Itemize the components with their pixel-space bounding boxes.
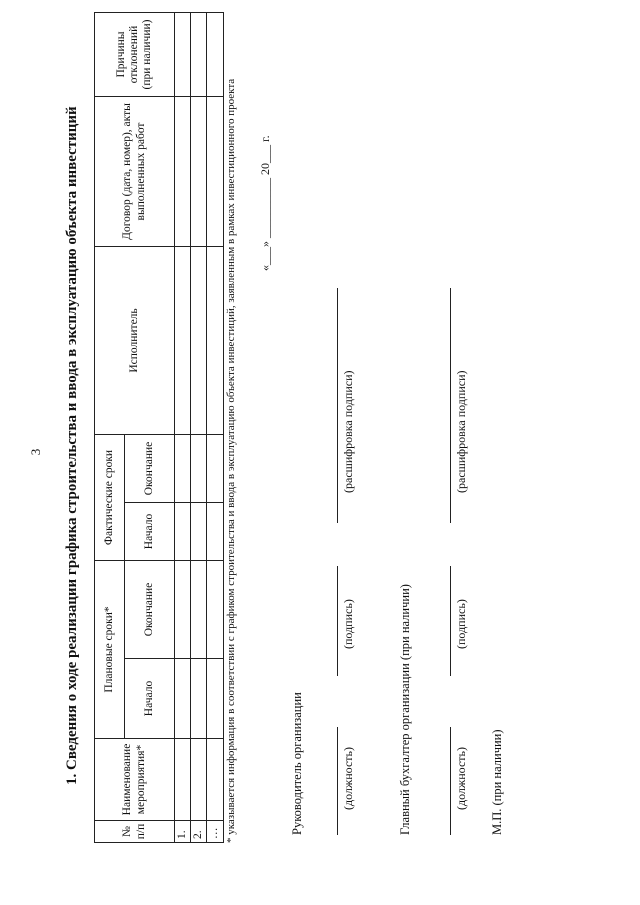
row-num: 1.	[175, 821, 191, 843]
table-row	[207, 12, 223, 842]
date-line: «___» __________ 20___ г.	[258, 135, 272, 271]
head-decoding-line	[337, 288, 338, 523]
construction-schedule-table	[94, 12, 224, 843]
head-position-label: (должность)	[341, 747, 355, 810]
header-planned-end: Окончание	[125, 560, 175, 658]
row-num: 2.	[191, 821, 207, 843]
accountant-position-line	[450, 727, 451, 835]
accountant-signature-label: (подпись)	[454, 599, 468, 649]
head-position-line	[337, 727, 338, 835]
header-reasons: Причины отклонений (при наличии)	[95, 12, 175, 96]
page-number: 3	[28, 448, 43, 456]
accountant-decoding-line	[450, 288, 451, 523]
accountant-decoding-label: (расшифровка подписи)	[454, 370, 468, 493]
header-actual-end: Окончание	[125, 434, 175, 502]
accountant-title: Главный бухгалтер организации (при наличии)	[398, 584, 412, 835]
accountant-signature-line	[450, 566, 451, 676]
footnote: * указывается информация в соответствии с графиком строительства и ввода в эксплуатацию объекта инвестиций, заявленным в рамках инвестиционного проекта	[225, 78, 237, 843]
header-planned: Плановые сроки*	[95, 560, 125, 738]
head-signature-label: (подпись)	[341, 599, 355, 649]
header-actual: Фактические сроки	[95, 434, 125, 560]
table-header-row	[95, 12, 125, 842]
accountant-position-label: (должность)	[454, 747, 468, 810]
header-contract: Договор (дата, номер), акты выполненных работ	[95, 96, 175, 246]
stamp-label: М.П. (при наличии)	[490, 729, 504, 835]
head-signature-line	[337, 566, 338, 676]
head-title: Руководитель организации	[290, 692, 304, 835]
table-row	[175, 12, 191, 842]
row-num: …	[207, 821, 223, 843]
header-num: № п/п	[95, 821, 175, 843]
header-planned-start: Начало	[125, 659, 175, 739]
table-row	[191, 12, 207, 842]
header-name: Наименование мероприятия*	[95, 739, 175, 821]
section-title: 1. Сведения о ходе реализации графика строительства и ввода в эксплуатацию объекта инвестиций	[64, 106, 80, 785]
head-decoding-label: (расшифровка подписи)	[341, 370, 355, 493]
header-actual-start: Начало	[125, 502, 175, 560]
header-executor: Исполнитель	[95, 246, 175, 434]
